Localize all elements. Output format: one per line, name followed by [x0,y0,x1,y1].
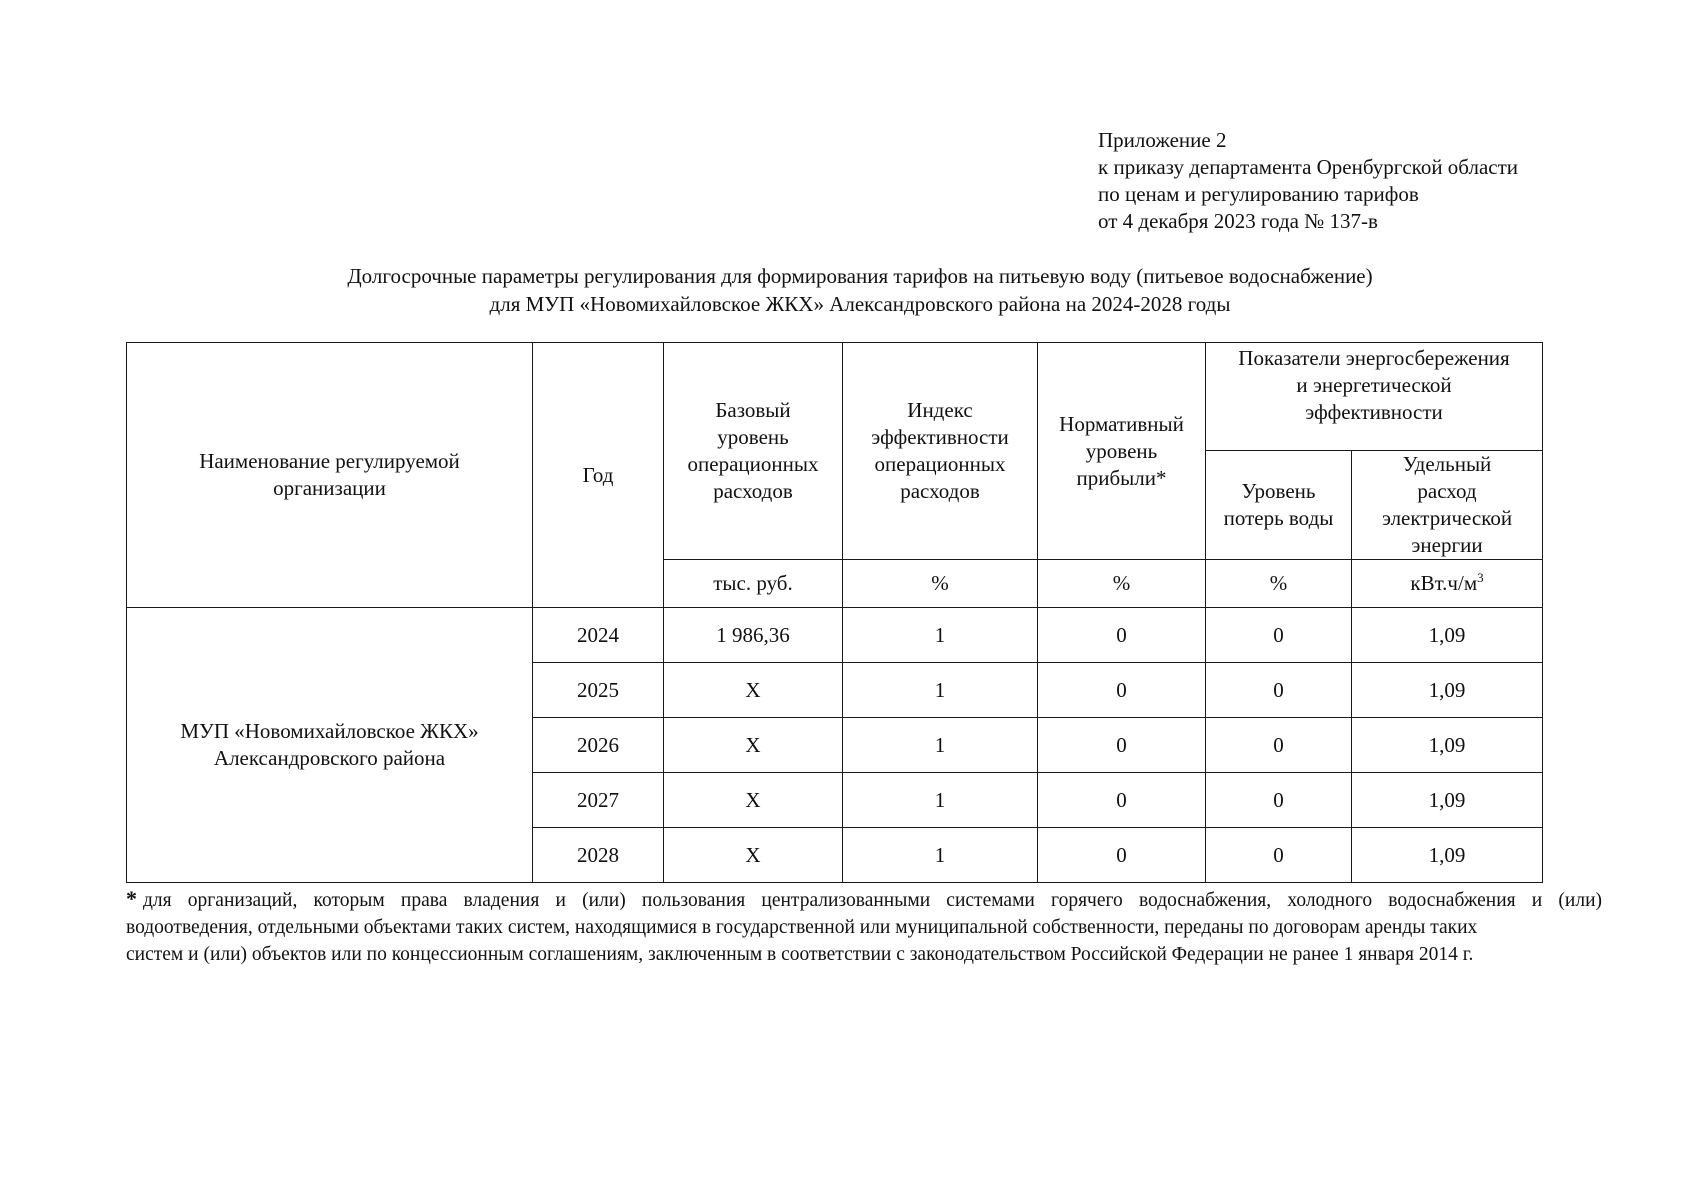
cell-profit-level: 0 [1038,663,1206,718]
cell-efficiency-index: 1 [843,828,1038,883]
cell-base-opex: X [664,718,843,773]
unit-base-opex: тыс. руб. [664,560,843,608]
title-line-1: Долгосрочные параметры регулирования для формирования тарифов на питьевую воду (питьевое водоснабжение) [347,264,1373,288]
header-org-name: Наименование регулируемой организации [127,343,533,608]
cell-profit-level: 0 [1038,718,1206,773]
title-line-2: для МУП «Новомихайловское ЖКХ» Александровского района на 2024-2028 годы [489,292,1231,316]
cell-year: 2024 [533,608,664,663]
cell-electricity: 1,09 [1352,773,1543,828]
cell-efficiency-index: 1 [843,773,1038,828]
cell-water-loss: 0 [1206,663,1352,718]
cell-electricity: 1,09 [1352,608,1543,663]
cell-electricity: 1,09 [1352,828,1543,883]
cell-water-loss: 0 [1206,608,1352,663]
cell-profit-level: 0 [1038,828,1206,883]
footnote [126,885,1602,968]
cell-efficiency-index: 1 [843,663,1038,718]
header-water-loss: Уровень потерь воды [1206,451,1352,560]
annex-date: от 4 декабря 2023 года № 137-в [1098,209,1378,233]
cell-base-opex: X [664,663,843,718]
header-energy-group: Показатели энергосбережения и энергетической эффективности [1206,343,1543,451]
cell-efficiency-index: 1 [843,718,1038,773]
cell-efficiency-index: 1 [843,608,1038,663]
unit-water-loss: % [1206,560,1352,608]
organization-name-cell: МУП «Новомихайловское ЖКХ» Александровского района [127,608,533,883]
parameters-table [126,342,1543,883]
cell-electricity: 1,09 [1352,663,1543,718]
footnote-line-2: водоотведения, отдельными объектами таких систем, находящимися в государственной или муниципальной собственности, переданы по договорам аренды таких [126,917,1478,938]
document-title [0,262,1685,318]
cell-base-opex: X [664,828,843,883]
cell-base-opex: X [664,773,843,828]
header-efficiency-index: Индекс эффективности операционных расходов [843,343,1038,560]
annex-department: по ценам и регулированию тарифов [1098,182,1419,206]
cell-profit-level: 0 [1038,608,1206,663]
cell-profit-level: 0 [1038,773,1206,828]
cell-year: 2028 [533,828,664,883]
cell-base-opex: 1 986,36 [664,608,843,663]
header-electricity: Удельный расход электрической энергии [1352,451,1543,560]
header-year: Год [533,343,664,608]
header-base-opex: Базовый уровень операционных расходов [664,343,843,560]
footnote-star: * [126,886,137,911]
footnote-line-1: * для организаций, которым права владения и (или) пользования централизованными системами горячего водоснабжения, холодного водоснабжения и (или) [126,886,1602,911]
cell-electricity: 1,09 [1352,718,1543,773]
annex-order-ref: к приказу департамента Оренбургской области [1098,155,1518,179]
cell-year: 2026 [533,718,664,773]
annex-block [1098,127,1518,235]
cell-water-loss: 0 [1206,773,1352,828]
unit-profit-level: % [1038,560,1206,608]
header-profit-level: Нормативный уровень прибыли* [1038,343,1206,560]
cell-year: 2025 [533,663,664,718]
unit-electricity: $кВт.ч/м^3$ [1352,560,1543,608]
cell-water-loss: 0 [1206,828,1352,883]
table-row [127,608,1543,663]
footnote-line-3: систем и (или) объектов или по концессионным соглашениям, заключенным в соответствии с законодательством Российской Федерации не ранее 1 января 2014 г. [126,944,1474,965]
annex-number: Приложение 2 [1098,128,1227,152]
unit-efficiency-index: % [843,560,1038,608]
cell-year: 2027 [533,773,664,828]
cell-water-loss: 0 [1206,718,1352,773]
